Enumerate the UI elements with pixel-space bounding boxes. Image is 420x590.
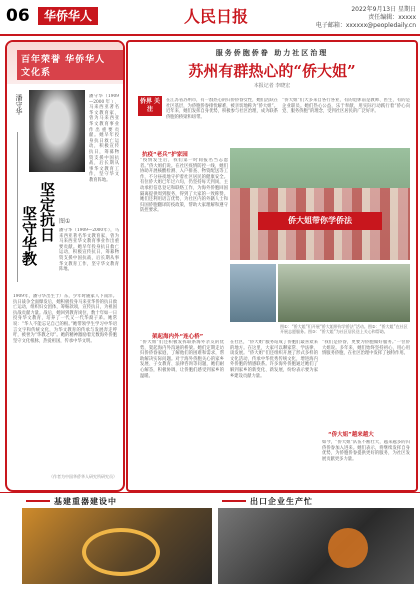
bottom-left-title: 基建重器建设中 <box>54 497 117 506</box>
body-text-col5: 如今，“侨大姐”队伍不断壮大，越来越多的归侨侨眷加入进来。她们表示，将继续发挥自身优势，为侨胞侨眷提供更好的服务，为社区发展贡献更多力量。 <box>322 440 410 462</box>
subheading-3: “侨大姐”越来越大 <box>328 432 374 438</box>
editor-line: 责任编辑：xxxxx <box>368 14 416 21</box>
main-kicker: 服务侨胞侨眷 助力社区治理 <box>215 49 329 57</box>
subheading-2: 架起海内外“连心桥” <box>152 334 204 340</box>
photo-caption: 图①：“侨大姐”们开展“侨大姐带你学侨法”活动。图②：“侨大姐”在社区开展志愿服务。图③：“侨大姐”为社区居民送上关心和帮助。 <box>280 324 408 334</box>
bottom-left-accent <box>26 500 50 502</box>
intro-text-col1: 在江苏省苏州市，有一群热心的归侨侨眷女性，她们活跃在社区基层，为侨胞侨眷排忧解难，被亲切地称为“侨大姐”。近年来，她们发挥自身优势，积极参与社区治理，成为联系侨胞的桥梁和纽带。 <box>166 98 278 120</box>
email-line: 电子邮箱：xxxxxx@peopledaily.cn <box>315 22 416 29</box>
group-photo <box>230 148 410 260</box>
left-feature-header <box>7 42 123 84</box>
body-text-col1: “疫情发生后，我们第一时间报名当志愿者。”侨大姐们说。在社区疫情防控一线，她们协助开展核酸检测、入户排查、物资配送等工作，不分昼夜地守护着社区居民的健康安全。有位侨大姐已年过六旬，仍坚持每天到岗，主动承担信息登记和联络工作，为海外侨胞回国隔离提供周到服务，得到了大家的一致称赞。她们还利用语言优势，为社区内的外籍人士和归国侨胞翻译防疫政策，帮助大家理解和遵守防控要求。 <box>140 158 228 214</box>
bottom-divider <box>0 492 420 493</box>
photo-banner: 侨大姐带你学侨法 <box>258 212 382 230</box>
main-title: 苏州有群热心的“侨大姐” <box>188 62 356 80</box>
left-body-text-top: 潘守华（1909—2000年），马来西亚著名华文教育家，曾为马来西亚华文教育事业作出重要贡献。她早年投身抗日救亡运动，积极宣传抗日，筹募物资支援中国抗战，后长期从事华文教育工作，坚守华文教育阵地。 <box>59 228 119 273</box>
volunteer-photo <box>230 264 276 322</box>
left-title-line1: 坚定抗日 <box>38 182 56 242</box>
service-photo <box>278 264 410 322</box>
bottom-right-title: 出口企业生产忙 <box>250 497 313 506</box>
bottom-right-accent <box>222 500 246 502</box>
page-number: 06 <box>6 6 30 26</box>
newspaper-logo: 人民日报 <box>184 7 249 26</box>
construction-photo-ring <box>82 528 160 576</box>
main-byline: 本报记者 李晓宏 <box>253 83 291 89</box>
factory-photo <box>218 508 414 584</box>
body-text-col2: “侨大姐”们还积极发挥联系海外亲友的优势，架起海内外沟通的桥梁。她们定期走访归侨侨眷家庭，了解他们的困难和需求，帮助解决实际问题。对于海外侨胞关心的家乡发展、子女教育、法律咨询等问题，她们耐心解答，积极协调，让侨胞们感受到家乡的温暖。 <box>140 340 224 379</box>
body-text-col4: “我们是侨眷，更要为侨胞做好服务。”一位侨大姐说。多年来，她们始终坚持初心，用心用情服务侨胞，在社区治理中发挥了独特作用。 <box>322 340 410 357</box>
page-header <box>0 0 420 36</box>
portrait-photo <box>29 90 85 172</box>
main-feature-box <box>126 40 418 492</box>
construction-photo <box>22 508 212 584</box>
left-photo-caption: 图① <box>59 218 71 225</box>
body-text-col3: 在社区，“侨大姐”服务站成了侨胞们最喜欢来的地方。在这里，大家可以聊家常、学法律、谈发展。“侨大姐”们还组织开展了形式多样的文化活动，传承中华优秀传统文化，增进海内外侨胞的情感联系。许多海外侨胞通过她们了解到家乡的新变化、新发展，纷纷表示要为家乡建设贡献力量。 <box>230 340 318 379</box>
date-line: 2022年9月13日 星期日 <box>351 6 416 13</box>
left-title-line2: 坚守华教 <box>20 206 38 266</box>
column-badge: 侨界 关注 <box>138 96 162 116</box>
portrait-side-text: 潘守华（1909—2000年），马来西亚著名华文教育家，曾为马来西亚华文教育事业作出重要贡献。她早年投身抗日救亡运动，积极宣传抗日，筹募物资支援中国抗战，后长期从事华文教育工作，坚守华文教育阵地。 <box>89 94 119 183</box>
left-footer: （作者为中国华侨华人研究所研究员） <box>49 474 117 479</box>
section-label: 华侨华人 <box>38 7 98 25</box>
left-body-text: 1909年，潘守华出生于广东，少年时随家人下南洋。抗日战争全面爆发后，她积极投身马来亚华侨的抗日救亡运动，组织妇女团体，筹赈款项，宣传抗日，为祖国抗战贡献力量。战后，她回到教育岗位，数十年如一日投身华文教育，培养了一代又一代华裔子弟。她常说：“华人不能忘记自己的根。”她带领学生学习中华语言文字和传统文化，为华文教育的传承与发展奔走呼吁，被誉为“华教之母”。她的精神激励着无数海外侨胞坚守文化根脉，热爱祖国，传承中华文明。 <box>13 294 117 344</box>
header-info <box>292 6 416 30</box>
subheading-1: 抗疫“老兵”护家园 <box>142 152 188 158</box>
left-feature-label: 百年荣誉 华侨华人 文化系 <box>17 50 123 80</box>
left-author: 潘守华 <box>15 94 23 115</box>
intro-text-col2: “侨大姐”们大多来自各行各业，有的退休前是教师、医生，有的是企业职员。她们热心公益，乐于奉献，用实际行动践行着“侨心向党、服务侨胞”的理念，受到社区居民的广泛好评。 <box>282 98 410 115</box>
left-feature-box <box>5 40 125 492</box>
factory-photo-highlight <box>328 528 368 568</box>
